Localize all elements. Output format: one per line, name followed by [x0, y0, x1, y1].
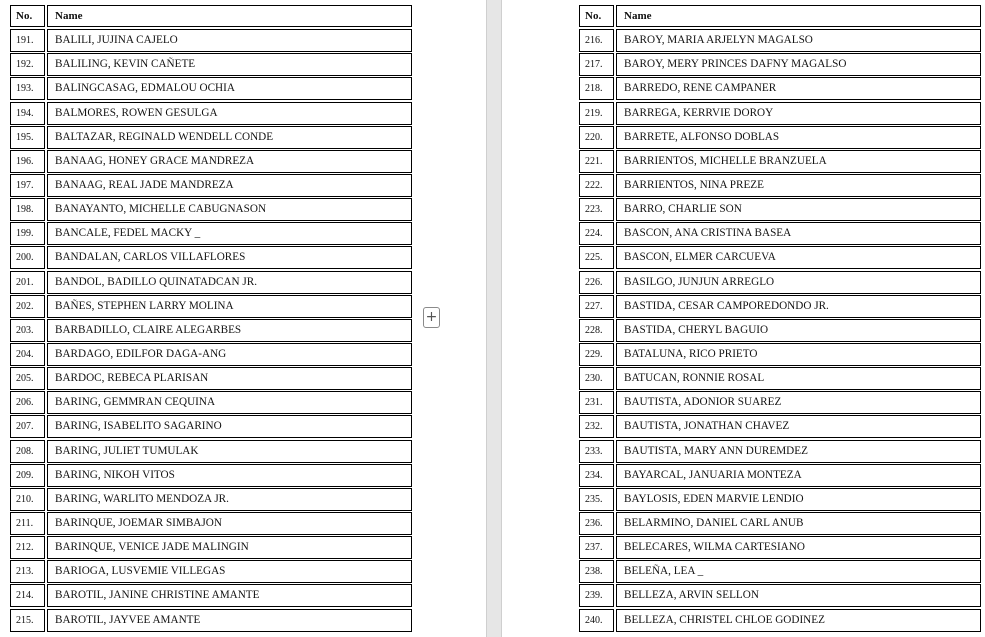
row-number-cell: 193.	[10, 77, 45, 100]
name-cell: BATALUNA, RICO PRIETO	[616, 343, 981, 366]
name-cell: BARRETE, ALFONSO DOBLAS	[616, 126, 981, 149]
name-cell: BASTIDA, CHERYL BAGUIO	[616, 319, 981, 342]
row-number-cell: 227.	[579, 295, 614, 318]
name-cell: BAROTIL, JANINE CHRISTINE AMANTE	[47, 584, 412, 607]
name-cell: BELLEZA, CHRISTEL CHLOE GODINEZ	[616, 609, 981, 632]
row-number-cell: 197.	[10, 174, 45, 197]
name-cell: BARING, WARLITO MENDOZA JR.	[47, 488, 412, 511]
name-cell: BAROY, MERY PRINCES DAFNY MAGALSO	[616, 53, 981, 76]
name-cell: BANAYANTO, MICHELLE CABUGNASON	[47, 198, 412, 221]
row-number-cell: 226.	[579, 271, 614, 294]
name-cell: BALILI, JUJINA CAJELO	[47, 29, 412, 52]
name-cell: BARINQUE, VENICE JADE MALINGIN	[47, 536, 412, 559]
row-number-cell: 211.	[10, 512, 45, 535]
row-number-cell: 208.	[10, 440, 45, 463]
name-cell: BALILING, KEVIN CAÑETE	[47, 53, 412, 76]
name-cell: BARRIENTOS, MICHELLE BRANZUELA	[616, 150, 981, 173]
row-number-cell: 232.	[579, 415, 614, 438]
name-cell: BAUTISTA, JONATHAN CHAVEZ	[616, 415, 981, 438]
name-cell: BARRO, CHARLIE SON	[616, 198, 981, 221]
name-cell: BARREDO, RENE CAMPANER	[616, 77, 981, 100]
name-cell: BAROY, MARIA ARJELYN MAGALSO	[616, 29, 981, 52]
row-number-cell: 222.	[579, 174, 614, 197]
name-cell: BARING, GEMMRAN CEQUINA	[47, 391, 412, 414]
add-row-button[interactable]	[423, 307, 440, 328]
row-number-cell: 212.	[10, 536, 45, 559]
name-cell: BATUCAN, RONNIE ROSAL	[616, 367, 981, 390]
name-cell: BARBADILLO, CLAIRE ALEGARBES	[47, 319, 412, 342]
name-cell: BANDALAN, CARLOS VILLAFLORES	[47, 246, 412, 269]
row-number-cell: 221.	[579, 150, 614, 173]
column-header-no: No.	[10, 5, 45, 27]
name-cell: BARIOGA, LUSVEMIE VILLEGAS	[47, 560, 412, 583]
row-number-cell: 237.	[579, 536, 614, 559]
page-gutter	[486, 0, 502, 637]
row-number-cell: 225.	[579, 246, 614, 269]
row-number-cell: 201.	[10, 271, 45, 294]
row-number-cell: 200.	[10, 246, 45, 269]
row-number-cell: 205.	[10, 367, 45, 390]
row-number-cell: 213.	[10, 560, 45, 583]
document-page-right	[502, 0, 985, 637]
name-cell: BASTIDA, CESAR CAMPOREDONDO JR.	[616, 295, 981, 318]
name-cell: BARDAGO, EDILFOR DAGA-ANG	[47, 343, 412, 366]
name-cell: BASCON, ANA CRISTINA BASEA	[616, 222, 981, 245]
name-cell: BAÑES, STEPHEN LARRY MOLINA	[47, 295, 412, 318]
name-cell: BALMORES, ROWEN GESULGA	[47, 102, 412, 125]
name-cell: BALINGCASAG, EDMALOU OCHIA	[47, 77, 412, 100]
row-number-cell: 238.	[579, 560, 614, 583]
name-cell: BAUTISTA, MARY ANN DUREMDEZ	[616, 440, 981, 463]
row-number-cell: 204.	[10, 343, 45, 366]
name-cell: BASCON, ELMER CARCUEVA	[616, 246, 981, 269]
name-cell: BALTAZAR, REGINALD WENDELL CONDE	[47, 126, 412, 149]
name-cell: BELARMINO, DANIEL CARL ANUB	[616, 512, 981, 535]
row-number-cell: 223.	[579, 198, 614, 221]
row-number-cell: 231.	[579, 391, 614, 414]
row-number-cell: 191.	[10, 29, 45, 52]
name-cell: BARING, ISABELITO SAGARINO	[47, 415, 412, 438]
name-cell: BASILGO, JUNJUN ARREGLO	[616, 271, 981, 294]
row-number-cell: 202.	[10, 295, 45, 318]
name-cell: BARINQUE, JOEMAR SIMBAJON	[47, 512, 412, 535]
column-header-name: Name	[616, 5, 981, 27]
name-cell: BAUTISTA, ADONIOR SUAREZ	[616, 391, 981, 414]
row-number-cell: 220.	[579, 126, 614, 149]
row-number-cell: 219.	[579, 102, 614, 125]
column-header-name: Name	[47, 5, 412, 27]
column-header-no: No.	[579, 5, 614, 27]
row-number-cell: 214.	[10, 584, 45, 607]
row-number-cell: 216.	[579, 29, 614, 52]
row-number-cell: 236.	[579, 512, 614, 535]
name-cell: BARRIENTOS, NINA PREZE	[616, 174, 981, 197]
name-cell: BANDOL, BADILLO QUINATADCAN JR.	[47, 271, 412, 294]
row-number-cell: 224.	[579, 222, 614, 245]
row-number-cell: 234.	[579, 464, 614, 487]
row-number-cell: 203.	[10, 319, 45, 342]
name-cell: BELLEZA, ARVIN SELLON	[616, 584, 981, 607]
row-number-cell: 196.	[10, 150, 45, 173]
row-number-cell: 239.	[579, 584, 614, 607]
row-number-cell: 228.	[579, 319, 614, 342]
plus-icon: +	[425, 309, 438, 325]
row-number-cell: 229.	[579, 343, 614, 366]
name-cell: BANCALE, FEDEL MACKY _	[47, 222, 412, 245]
document-page-left	[0, 0, 486, 637]
row-number-cell: 209.	[10, 464, 45, 487]
name-cell: BAYLOSIS, EDEN MARVIE LENDIO	[616, 488, 981, 511]
row-number-cell: 198.	[10, 198, 45, 221]
row-number-cell: 215.	[10, 609, 45, 632]
name-cell: BANAAG, REAL JADE MANDREZA	[47, 174, 412, 197]
row-number-cell: 240.	[579, 609, 614, 632]
name-cell: BARING, JULIET TUMULAK	[47, 440, 412, 463]
row-number-cell: 194.	[10, 102, 45, 125]
row-number-cell: 235.	[579, 488, 614, 511]
name-cell: BANAAG, HONEY GRACE MANDREZA	[47, 150, 412, 173]
row-number-cell: 206.	[10, 391, 45, 414]
name-cell: BARDOC, REBECA PLARISAN	[47, 367, 412, 390]
row-number-cell: 199.	[10, 222, 45, 245]
name-cell: BARREGA, KERRVIE DOROY	[616, 102, 981, 125]
row-number-cell: 233.	[579, 440, 614, 463]
row-number-cell: 230.	[579, 367, 614, 390]
row-number-cell: 192.	[10, 53, 45, 76]
name-cell: BELECARES, WILMA CARTESIANO	[616, 536, 981, 559]
name-cell: BELEÑA, LEA _	[616, 560, 981, 583]
row-number-cell: 195.	[10, 126, 45, 149]
row-number-cell: 207.	[10, 415, 45, 438]
row-number-cell: 218.	[579, 77, 614, 100]
row-number-cell: 217.	[579, 53, 614, 76]
name-cell: BAROTIL, JAYVEE AMANTE	[47, 609, 412, 632]
name-cell: BAYARCAL, JANUARIA MONTEZA	[616, 464, 981, 487]
row-number-cell: 210.	[10, 488, 45, 511]
name-cell: BARING, NIKOH VITOS	[47, 464, 412, 487]
